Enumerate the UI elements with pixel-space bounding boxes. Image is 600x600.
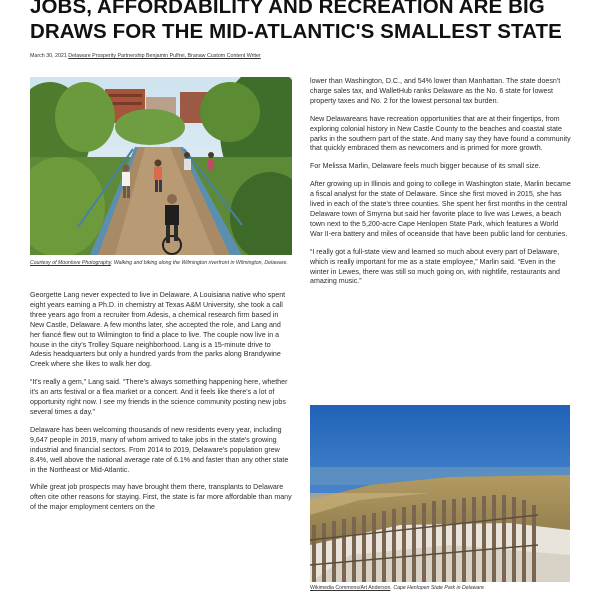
riverfront-photo <box>30 77 292 255</box>
headline <box>30 0 580 44</box>
cape-henlopen-photo-caption-text: . Cape Henlopen State Park in Delaware <box>390 585 484 591</box>
riverfront-photo-caption <box>30 260 292 267</box>
paragraph: While great job prospects may have brought them there, transplants to Delaware often cite other reasons for staying. First, the state is far more affordable than many of the major employment centers on the <box>30 483 292 512</box>
paragraph: lower than Washington, D.C., and 54% lower than Manhattan. The state doesn't charge sales tax, and WalletHub ranks Delaware as the No. 6 state for lowest property taxes and No. 2 for the lowest personal tax burden. <box>310 77 561 105</box>
headline-line-1: JOBS, AFFORDABILITY AND RECREATION ARE BIG <box>30 0 545 18</box>
paragraph: For Melissa Marlin, Delaware feels much bigger because of its small size. <box>310 162 541 171</box>
paragraph: “I really got a full-state view and learned so much about every part of Delaware, which is really important for me as a state employee,” Marlin said. “Even in the winter in Lewes, there was still so much going on, with nightlife, restaurants and amazing music.” <box>310 247 560 286</box>
riverfront-photo-caption-text: . Walking and biking along the Wilmington riverfront in Wilmington, Delaware. <box>110 260 288 266</box>
paragraph: “It's really a gem,” Lang said. “There's always something happening here, whether it's an arts festival or a flea market or a concert. And it feels like there's a lot of opportunity right now. I see my friends in the science community posting new jobs several times a day.” <box>30 378 288 416</box>
cape-henlopen-photo-illustration <box>310 405 570 582</box>
cape-henlopen-photo-credit[interactable]: Wikimedia Commons/Art Anderson <box>310 585 391 591</box>
paragraph: After growing up in Illinois and going to college in Washington state, Marlin became a fiscal analyst for the state of Delaware. Since she first moved in 2015, she has lived in each of the state's three counties. She spent her first months in the central Delaware town of Smyrna but said her favorite place to live was Lewes, a beach town next to the 5,200-acre Cape Henlopen State Park, which features a World War II-era battery and miles of oceanside that have been public land for centuries. <box>310 180 571 238</box>
right-column <box>310 77 572 295</box>
headline-line-2: DRAWS FOR THE MID-ATLANTIC'S SMALLEST STATE <box>30 20 562 43</box>
left-column <box>30 291 292 521</box>
riverfront-photo-credit[interactable]: Courtesy of Moonlove Photography <box>30 260 111 266</box>
paragraph: Georgette Lang never expected to live in Delaware. A Louisiana native who spent eight years earning a Ph.D. in chemistry at Texas A&M University, she took a call three years ago from a recruiter from Adesis, a chemical research firm based in New Castle, Delaware. A few months later, she accepted the role, and Lang and her fiancé flew out to Wilmington to find a place to live. The couple now live in a house in the city's Trolley Square neighborhood. Lang is a 15-minute drive to Adesis headquarters but only a hundred yards from the parks along Brandywine Creek where she likes to walk her dog. <box>30 291 286 369</box>
paragraph: Delaware has been welcoming thousands of new residents every year, including 9,647 people in 2019, many of whom arrived to take jobs in the state's growing industrial and financial sectors. From 2014 to 2019, Delaware's population grew 8.4%, well above the national average rate of 6.1% and faster than any other state in the Northeast or Mid-Atlantic. <box>30 425 289 474</box>
cape-henlopen-photo-caption <box>310 585 580 592</box>
cape-henlopen-photo <box>310 405 570 582</box>
article-date: March 30, 2021 <box>30 53 67 59</box>
byline <box>30 53 590 59</box>
paragraph: New Delawareans have recreation opportunities that are at their fingertips, from exploring colonial history in New Castle County to the beaches and coastal state parks in the southern part of the state. And many say they have found a community that quickly embraced them as newcomers and is primed for more growth. <box>310 114 571 153</box>
byline-author-link[interactable]: Delaware Prosperity Partnership Benjamin Pulfrei, Branaw Custom Content Writer <box>68 53 261 59</box>
riverfront-photo-illustration <box>30 77 292 255</box>
